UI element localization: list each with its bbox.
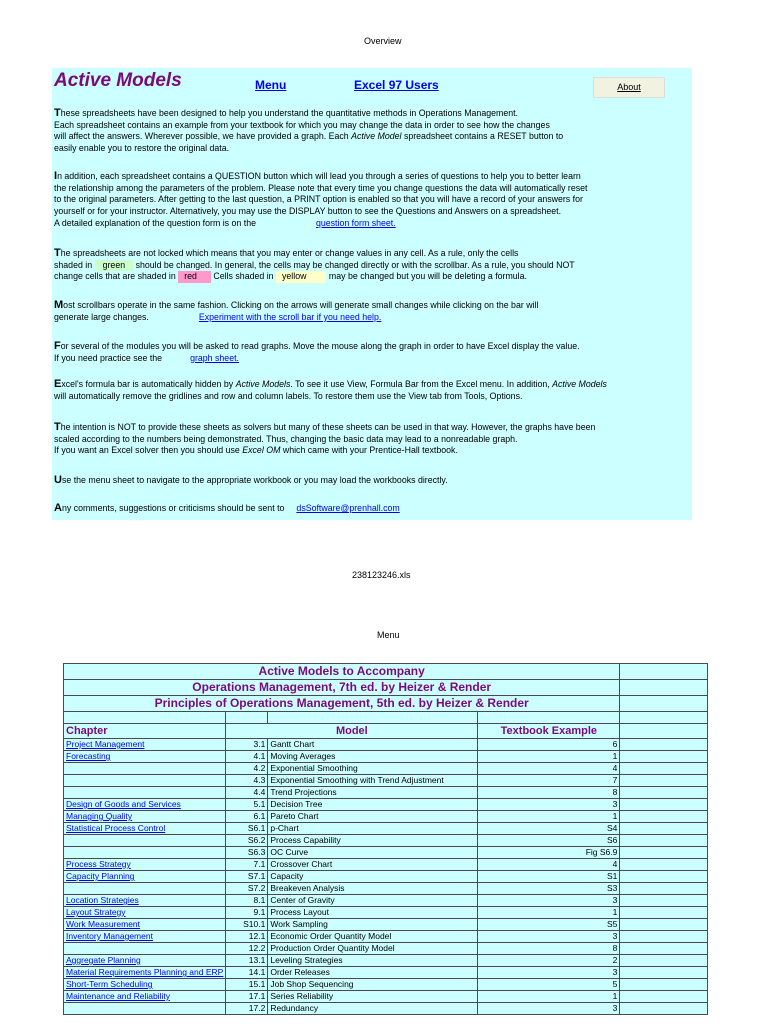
chapter-cell (64, 751, 226, 763)
red-swatch: red (178, 271, 211, 283)
example-cell: 3 (478, 931, 620, 943)
model-number-cell: 7.1 (226, 859, 268, 871)
model-number-cell: 6.1 (226, 811, 268, 823)
table-row (64, 775, 708, 787)
example-cell: 4 (478, 859, 620, 871)
model-number-cell: 8.1 (226, 895, 268, 907)
blank-cell (620, 799, 708, 811)
blank-cell (620, 775, 708, 787)
model-name-cell: Economic Order Quantity Model (268, 931, 478, 943)
contact-paragraph: Any comments, suggestions or criticisms should be sent to dsSoftware@prenhall.com (54, 502, 400, 514)
chapter-cell (64, 739, 226, 751)
scroll-bar-experiment-link[interactable]: Experiment with the scroll bar if you need help. (198, 311, 382, 322)
model-name-cell: Exponential Smoothing with Trend Adjustment (268, 775, 478, 787)
example-cell: S1 (478, 871, 620, 883)
table-title-2: Operations Management, 7th ed. by Heizer & Render (64, 680, 620, 696)
blank-cell (620, 763, 708, 775)
chapter-cell (64, 919, 226, 931)
chapter-cell (64, 883, 226, 895)
chapter-cell (64, 871, 226, 883)
col-header-chapter: Chapter (64, 724, 226, 739)
example-cell: 1 (478, 751, 620, 763)
intro-paragraph: These spreadsheets have been designed to help you understand the quantitative methods in Operations Management. Each spreadsheet contains an example from your textbook for which you may change the data in order to see how the changes will affect the answers. Wherever possible, we have provided a graph. Each Active Model spreadsheet contains a RESET button to easily enable you to restore the original data. (54, 107, 564, 154)
blank-cell (620, 1003, 708, 1015)
model-number-cell: 12.2 (226, 943, 268, 955)
model-name-cell: p-Chart (268, 823, 478, 835)
example-cell: S3 (478, 883, 620, 895)
model-name-cell: OC Curve (268, 847, 478, 859)
example-cell: 3 (478, 895, 620, 907)
chapter-link[interactable]: Material Requirements Planning and ERP (66, 967, 224, 977)
col-header-example: Textbook Example (478, 724, 620, 739)
blank-cell (620, 895, 708, 907)
chapter-cell (64, 835, 226, 847)
chapter-cell (64, 943, 226, 955)
chapter-link[interactable]: Maintenance and Reliability (66, 991, 170, 1001)
chapter-link[interactable]: Statistical Process Control (66, 823, 166, 833)
chapter-link[interactable]: Short-Term Scheduling (66, 979, 153, 989)
example-cell: S4 (478, 823, 620, 835)
chapter-cell (64, 979, 226, 991)
model-number-cell: 4.2 (226, 763, 268, 775)
example-cell: 8 (478, 943, 620, 955)
blank-cell (620, 787, 708, 799)
blank-cell (620, 955, 708, 967)
model-name-cell: Process Capability (268, 835, 478, 847)
model-name-cell: Work Sampling (268, 919, 478, 931)
table-row (64, 811, 708, 823)
table-row (64, 787, 708, 799)
blank-cell (620, 859, 708, 871)
solver-paragraph: The intention is NOT to provide these sheets as solvers but many of these sheets can be used in that way. However, the graphs have been scaled according to the numbers being demonstrated. Thus, changing the basic data may lead to a nonreadable graph. If you want an Excel solver then you should use Excel OM which came with your Prentice-Hall textbook. (54, 421, 596, 456)
model-name-cell: Center of Gravity (268, 895, 478, 907)
model-name-cell: Redundancy (268, 1003, 478, 1015)
graph-sheet-link[interactable]: graph sheet. (190, 352, 239, 363)
excel97-users-link[interactable]: Excel 97 Users (354, 78, 439, 92)
sheet-header-overview: Overview (364, 36, 402, 46)
table-title-row (64, 664, 708, 680)
model-name-cell: Production Order Quantity Model (268, 943, 478, 955)
model-number-cell: S6.1 (226, 823, 268, 835)
about-button[interactable]: About (593, 77, 665, 98)
table-row (64, 979, 708, 991)
blank-cell (620, 907, 708, 919)
menu-link[interactable]: Menu (255, 78, 287, 92)
example-cell: 8 (478, 787, 620, 799)
chapter-link[interactable]: Capacity Planning (66, 871, 135, 881)
yellow-swatch: yellow (276, 271, 326, 283)
chapter-link[interactable]: Aggregate Planning (66, 955, 141, 965)
table-row (64, 883, 708, 895)
chapter-cell (64, 847, 226, 859)
model-name-cell: Pareto Chart (268, 811, 478, 823)
chapter-link[interactable]: Inventory Management (66, 931, 153, 941)
model-name-cell: Breakeven Analysis (268, 883, 478, 895)
table-row (64, 835, 708, 847)
chapter-cell (64, 955, 226, 967)
table-row (64, 907, 708, 919)
model-name-cell: Leveling Strategies (268, 955, 478, 967)
shading-paragraph: The spreadsheets are not locked which means that you may enter or change values in any cell. As a rule, only the cells shaded in green should be changed. In general, the cells may be changed directly or with the scrollbar. As a rule, you should NOT change cells that are shaded in red Cells shaded in yellow may be changed but you will be deleting a formula. (54, 247, 575, 282)
blank-cell (620, 943, 708, 955)
model-number-cell: 4.3 (226, 775, 268, 787)
model-number-cell: 17.1 (226, 991, 268, 1003)
chapter-link[interactable]: Managing Quality (66, 811, 133, 821)
table-row (64, 943, 708, 955)
table-row (64, 799, 708, 811)
table-title-3: Principles of Operations Management, 5th ed. by Heizer & Render (64, 696, 620, 712)
blank-cell (620, 835, 708, 847)
example-cell: Fig S6.9 (478, 847, 620, 859)
blank-cell (620, 883, 708, 895)
chapter-link[interactable]: Project Management (66, 739, 145, 749)
table-row (64, 895, 708, 907)
chapter-cell (64, 811, 226, 823)
example-cell: 3 (478, 967, 620, 979)
chapter-cell (64, 991, 226, 1003)
table-row (64, 847, 708, 859)
model-number-cell: 9.1 (226, 907, 268, 919)
model-number-cell: 14.1 (226, 967, 268, 979)
model-name-cell: Job Shop Sequencing (268, 979, 478, 991)
table-row (64, 859, 708, 871)
model-name-cell: Gantt Chart (268, 739, 478, 751)
model-number-cell: S6.3 (226, 847, 268, 859)
model-number-cell: 12.1 (226, 931, 268, 943)
chapter-link[interactable]: Design of Goods and Services (66, 799, 181, 809)
chapter-link[interactable]: Process Strategy (66, 859, 131, 869)
model-name-cell: Crossover Chart (268, 859, 478, 871)
file-name: 238123246.xls (352, 570, 411, 580)
model-name-cell: Moving Averages (268, 751, 478, 763)
table-title-1: Active Models to Accompany (64, 664, 620, 680)
model-number-cell: 5.1 (226, 799, 268, 811)
column-header-row (64, 724, 708, 739)
model-number-cell: 3.1 (226, 739, 268, 751)
chapter-cell (64, 907, 226, 919)
example-cell: 2 (478, 955, 620, 967)
model-number-cell: 17.2 (226, 1003, 268, 1015)
table-row (64, 919, 708, 931)
blank-cell (620, 919, 708, 931)
example-cell: 1 (478, 991, 620, 1003)
blank-cell (620, 979, 708, 991)
chapter-cell (64, 895, 226, 907)
blank-cell (620, 811, 708, 823)
model-number-cell: 15.1 (226, 979, 268, 991)
table-row (64, 871, 708, 883)
table-row (64, 1003, 708, 1015)
model-number-cell: S7.1 (226, 871, 268, 883)
table-row (64, 763, 708, 775)
chapter-cell (64, 787, 226, 799)
blank-cell (620, 751, 708, 763)
chapter-cell (64, 799, 226, 811)
email-link[interactable]: dsSoftware@prenhall.com (296, 503, 400, 513)
overview-panel (52, 68, 692, 520)
blank-cell (620, 847, 708, 859)
example-cell: 3 (478, 799, 620, 811)
example-cell: 1 (478, 907, 620, 919)
example-cell: 5 (478, 979, 620, 991)
example-cell: S6 (478, 835, 620, 847)
blank-cell (620, 823, 708, 835)
model-name-cell: Decision Tree (268, 799, 478, 811)
model-number-cell: 4.1 (226, 751, 268, 763)
graph-paragraph: For several of the modules you will be asked to read graphs. Move the mouse along the graph in order to have Excel display the value. If you need practice see the graph sheet. (54, 340, 580, 363)
chapter-cell (64, 1003, 226, 1015)
chapter-link[interactable]: Location Strategies (66, 895, 139, 905)
question-paragraph: In addition, each spreadsheet contains a QUESTION button which will lead you through a series of questions to help you to better learn the relationship among the parameters of the problem. Please note that every time you change questions the data will automatically reset to the original parameters. After getting to the last question, a PRINT option is enabled so that you will have a record of your answers for yourself or for your instructor. Alternatively, you may use the DISPLAY button to see the Questions and Answers on a spreadsheet. A detailed explanation of the question form is on the question form sheet. (54, 170, 588, 228)
chapter-cell (64, 763, 226, 775)
table-row (64, 823, 708, 835)
model-name-cell: Exponential Smoothing (268, 763, 478, 775)
table-row (64, 931, 708, 943)
chapter-link[interactable]: Layout Strategy (66, 907, 126, 917)
page-title: Active Models (54, 70, 182, 91)
chapter-link[interactable]: Work Measurement (66, 919, 141, 929)
spacer-row (64, 712, 708, 724)
table-title-row (64, 696, 708, 712)
table-row (64, 991, 708, 1003)
chapter-link[interactable]: Forecasting (66, 751, 111, 761)
chapter-cell (64, 967, 226, 979)
model-number-cell: 4.4 (226, 787, 268, 799)
model-number-cell: S10.1 (226, 919, 268, 931)
model-name-cell: Capacity (268, 871, 478, 883)
navigation-paragraph: Use the menu sheet to navigate to the appropriate workbook or you may load the workbooks directly. (54, 474, 448, 486)
chapter-cell (64, 931, 226, 943)
example-cell: S5 (478, 919, 620, 931)
model-name-cell: Trend Projections (268, 787, 478, 799)
table-row (64, 751, 708, 763)
blank-cell (620, 931, 708, 943)
table-row (64, 739, 708, 751)
example-cell: 6 (478, 739, 620, 751)
model-number-cell: S6.2 (226, 835, 268, 847)
model-name-cell: Process Layout (268, 907, 478, 919)
chapter-cell (64, 823, 226, 835)
blank-cell (620, 739, 708, 751)
example-cell: 7 (478, 775, 620, 787)
scrollbar-paragraph: Most scrollbars operate in the same fashion. Clicking on the arrows will generate small changes while clicking on the bar will generate large changes. Experiment with the scroll bar if you need help. (54, 299, 539, 322)
blank-cell (620, 871, 708, 883)
question-form-sheet-link[interactable]: question form sheet. (315, 217, 396, 228)
green-swatch: green (95, 260, 134, 272)
menu-table (63, 663, 708, 1015)
table-row (64, 967, 708, 979)
chapter-cell (64, 859, 226, 871)
model-number-cell: S7.2 (226, 883, 268, 895)
example-cell: 4 (478, 763, 620, 775)
model-number-cell: 13.1 (226, 955, 268, 967)
blank-cell (620, 991, 708, 1003)
col-header-model: Model (226, 724, 478, 739)
example-cell: 1 (478, 811, 620, 823)
formula-bar-paragraph: Excel's formula bar is automatically hidden by Active Models. To see it use View, Formula Bar from the Excel menu. In addition, Active Models will automatically remove the gridlines and row and column labels. To restore them use the View tab from Tools, Options. (54, 378, 607, 401)
example-cell: 3 (478, 1003, 620, 1015)
blank-cell (620, 967, 708, 979)
model-name-cell: Series Reliability (268, 991, 478, 1003)
table-row (64, 955, 708, 967)
chapter-cell (64, 775, 226, 787)
model-name-cell: Order Releases (268, 967, 478, 979)
sheet-header-menu: Menu (377, 630, 400, 640)
table-title-row (64, 680, 708, 696)
